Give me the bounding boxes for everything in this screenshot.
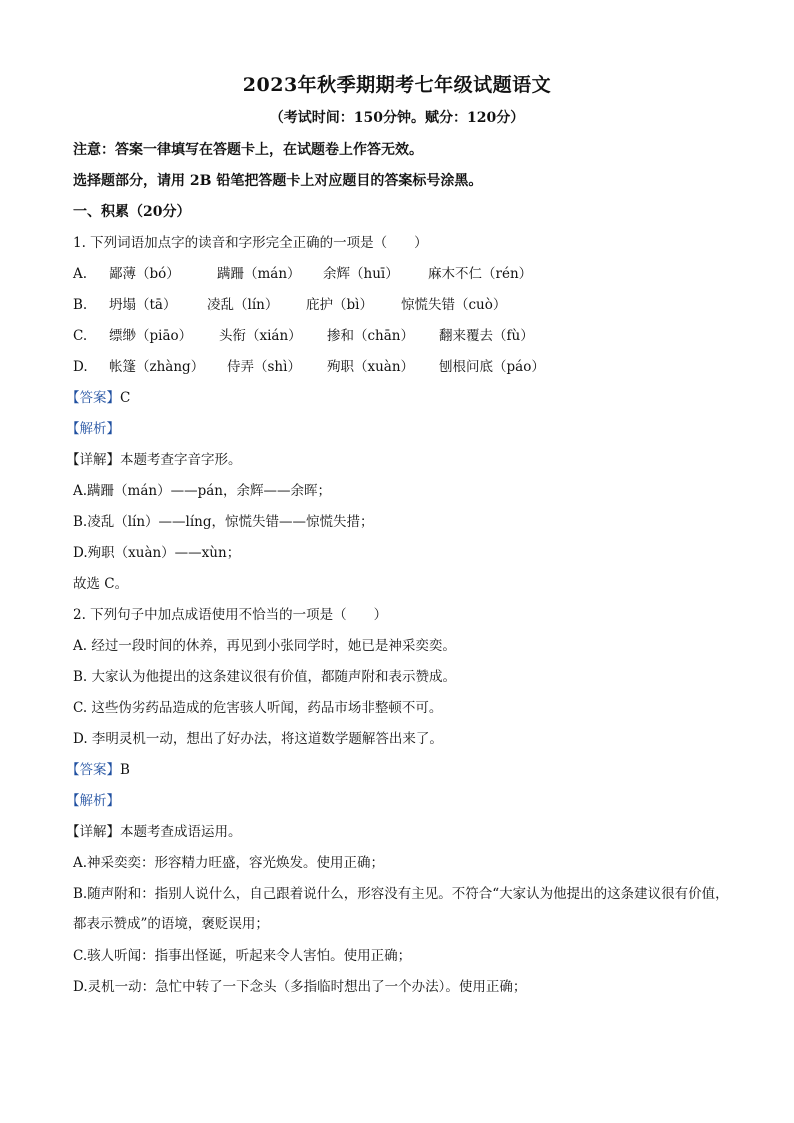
option-item: 坍塌（tā） bbox=[109, 297, 177, 313]
answer-value: B bbox=[120, 762, 130, 778]
option-item: 蹒跚（mán） bbox=[217, 266, 301, 282]
q2-answer bbox=[66, 760, 130, 780]
option-item: 掺和（chān） bbox=[327, 328, 414, 344]
option-item: 庇护（bì） bbox=[306, 297, 373, 313]
notice-line-1: 注意：答案一律填写在答题卡上，在试题卷上作答无效。 bbox=[73, 142, 423, 158]
q1-option-d bbox=[73, 357, 545, 377]
q1-option-a bbox=[73, 264, 532, 284]
q2-detail-line-a: A.神采奕奕：形容精力旺盛，容光焕发。使用正确； bbox=[73, 855, 385, 871]
option-item: 鄙薄（bó） bbox=[109, 266, 180, 282]
answer-tag: 【答案】 bbox=[66, 762, 120, 778]
detail-text: 本题考查成语运用。 bbox=[120, 824, 242, 840]
q2-option-a: A. 经过一段时间的休养，再见到小张同学时，她已是神采奕奕。 bbox=[73, 638, 456, 654]
option-item: 缥缈（piāo） bbox=[109, 328, 193, 344]
section-heading: 一、积累（20分） bbox=[73, 204, 191, 220]
detail-tag: 【详解】 bbox=[66, 452, 120, 468]
q1-detail-line-d: D.殉职（xuàn）——xùn； bbox=[73, 545, 241, 561]
option-item: 刨根问底（páo） bbox=[439, 359, 545, 375]
page-subtitle: （考试时间：150分钟。赋分：120分） bbox=[269, 110, 525, 126]
detail-text: 本题考查字音字形。 bbox=[120, 452, 242, 468]
option-item: 麻木不仁（rén） bbox=[428, 266, 533, 282]
option-item: 殉职（xuàn） bbox=[327, 359, 415, 375]
option-item: 头衔（xián） bbox=[219, 328, 302, 344]
option-letter: D. bbox=[73, 359, 88, 375]
answer-value: C bbox=[120, 390, 131, 406]
question-2-stem: 2. 下列句子中加点成语使用不恰当的一项是（ ） bbox=[73, 607, 388, 623]
q2-detail-line-c: C.骇人听闻：指事出怪诞，听起来令人害怕。使用正确； bbox=[73, 948, 412, 964]
q1-detail-line-a: A.蹒跚（mán）——pán，余辉——余晖； bbox=[73, 483, 331, 499]
option-letter: A. bbox=[73, 266, 88, 282]
q2-detail bbox=[66, 822, 242, 842]
notice-line-2: 选择题部分，请用 2B 铅笔把答题卡上对应题目的答案标号涂黑。 bbox=[73, 173, 483, 189]
option-item: 帐篷（zhàng） bbox=[109, 359, 205, 375]
q1-detail bbox=[66, 450, 242, 470]
answer-tag: 【答案】 bbox=[66, 390, 120, 406]
q1-option-b bbox=[73, 295, 506, 315]
question-1-stem: 1. 下列词语加点字的读音和字形完全正确的一项是（ ） bbox=[73, 235, 428, 251]
q2-option-d: D. 李明灵机一动，想出了好办法，将这道数学题解答出来了。 bbox=[73, 731, 443, 747]
q1-answer bbox=[66, 388, 130, 408]
detail-tag: 【详解】 bbox=[66, 824, 120, 840]
q2-detail-line-b: B.随声附和：指别人说什么，自己跟着说什么，形容没有主见。不符合“大家认为他提出的这条建议很有价值，都表示赞成”的语境，褒贬误用； bbox=[73, 886, 729, 932]
option-letter: C. bbox=[73, 328, 88, 344]
option-item: 翻来覆去（fù） bbox=[439, 328, 534, 344]
q1-analysis-tag: 【解析】 bbox=[66, 421, 120, 437]
page-title: 2023年秋季期期考七年级试题语文 bbox=[242, 74, 552, 96]
option-item: 凌乱（lín） bbox=[207, 297, 279, 313]
option-item: 余辉（huī） bbox=[323, 266, 399, 282]
q2-option-b: B. 大家认为他提出的这条建议很有价值，都随声附和表示赞成。 bbox=[73, 669, 457, 685]
option-item: 惊慌失错（cuò） bbox=[401, 297, 507, 313]
q2-detail-line-d: D.灵机一动：急忙中转了一下念头（多指临时想出了一个办法）。使用正确； bbox=[73, 979, 527, 995]
q2-option-c: C. 这些伪劣药品造成的危害骇人听闻，药品市场非整顿不可。 bbox=[73, 700, 443, 716]
q1-detail-line-b: B.凌乱（lín）——líng，惊慌失错——惊慌失措； bbox=[73, 514, 374, 530]
option-letter: B. bbox=[73, 297, 88, 313]
q2-analysis-tag: 【解析】 bbox=[66, 793, 120, 809]
q1-option-c bbox=[73, 326, 534, 346]
q1-conclusion: 故选 C。 bbox=[73, 576, 129, 592]
option-item: 侍弄（shì） bbox=[227, 359, 301, 375]
